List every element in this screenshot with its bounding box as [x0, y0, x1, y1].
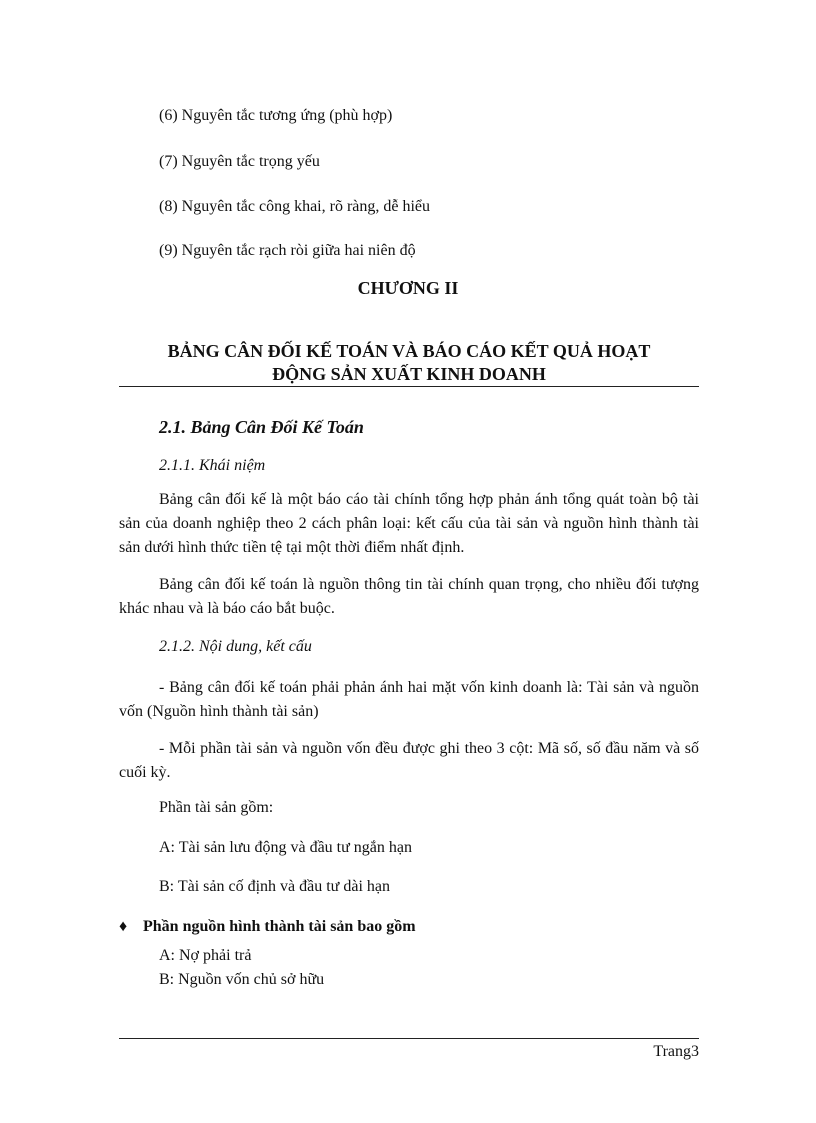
principle-8: (8) Nguyên tắc công khai, rõ ràng, dễ hiểu — [159, 198, 431, 215]
page-number: Trang3 — [653, 1043, 699, 1060]
footer-rule — [119, 1038, 699, 1039]
principle-9: (9) Nguyên tắc rạch ròi giữa hai niên độ — [159, 242, 416, 259]
sources-heading — [119, 917, 416, 937]
section-2-1-heading: 2.1. Bảng Cân Đối Kế Toán — [159, 417, 364, 437]
chapter-title-line2: ĐỘNG SẢN XUẤT KINH DOANH — [272, 364, 546, 384]
chapter-title-line1: BẢNG CÂN ĐỐI KẾ TOÁN VÀ BÁO CÁO KẾT QUẢ HOẠT — [167, 341, 651, 361]
paragraph-columns: - Mỗi phần tài sản và nguồn vốn đều được ghi theo 3 cột: Mã số, số đầu năm và số cuối kỳ. — [119, 740, 699, 781]
principle-7: (7) Nguyên tắc trọng yếu — [159, 153, 320, 170]
assets-heading: Phần tài sản gồm: — [159, 799, 274, 816]
sources-item-a: A: Nợ phải trả — [159, 947, 252, 964]
sources-item-b: B: Nguồn vốn chủ sở hữu — [159, 971, 325, 988]
section-2-1-2-heading: 2.1.2. Nội dung, kết cấu — [159, 638, 312, 655]
paragraph-content: - Bảng cân đối kế toán phải phản ánh hai mặt vốn kinh doanh là: Tài sản và nguồn vốn (Nguồn hình thành tài sản) — [119, 679, 699, 720]
diamond-bullet-icon: ♦ — [119, 918, 128, 935]
paragraph-importance: Bảng cân đối kế toán là nguồn thông tin tài chính quan trọng, cho nhiều đối tượng khác nhau và là báo cáo bắt buộc. — [119, 576, 699, 617]
section-2-1-1-heading: 2.1.1. Khái niệm — [159, 457, 266, 474]
paragraph-definition: Bảng cân đối kế là một báo cáo tài chính tổng hợp phản ánh tổng quát toàn bộ tài sản của doanh nghiệp theo 2 cách phân loại: kết cấu của tài sản và nguồn hình thành tài sản dưới hình thức tiền tệ tại một thời điểm nhất định. — [119, 491, 699, 556]
sources-heading-text: Phần nguồn hình thành tài sản bao gồm — [143, 918, 416, 935]
chapter-heading: CHƯƠNG II — [357, 278, 459, 298]
assets-item-a: A: Tài sản lưu động và đầu tư ngắn hạn — [159, 839, 412, 856]
principle-6: (6) Nguyên tắc tương ứng (phù hợp) — [159, 107, 393, 124]
assets-item-b: B: Tài sản cố định và đầu tư dài hạn — [159, 878, 390, 895]
title-rule — [119, 386, 699, 387]
